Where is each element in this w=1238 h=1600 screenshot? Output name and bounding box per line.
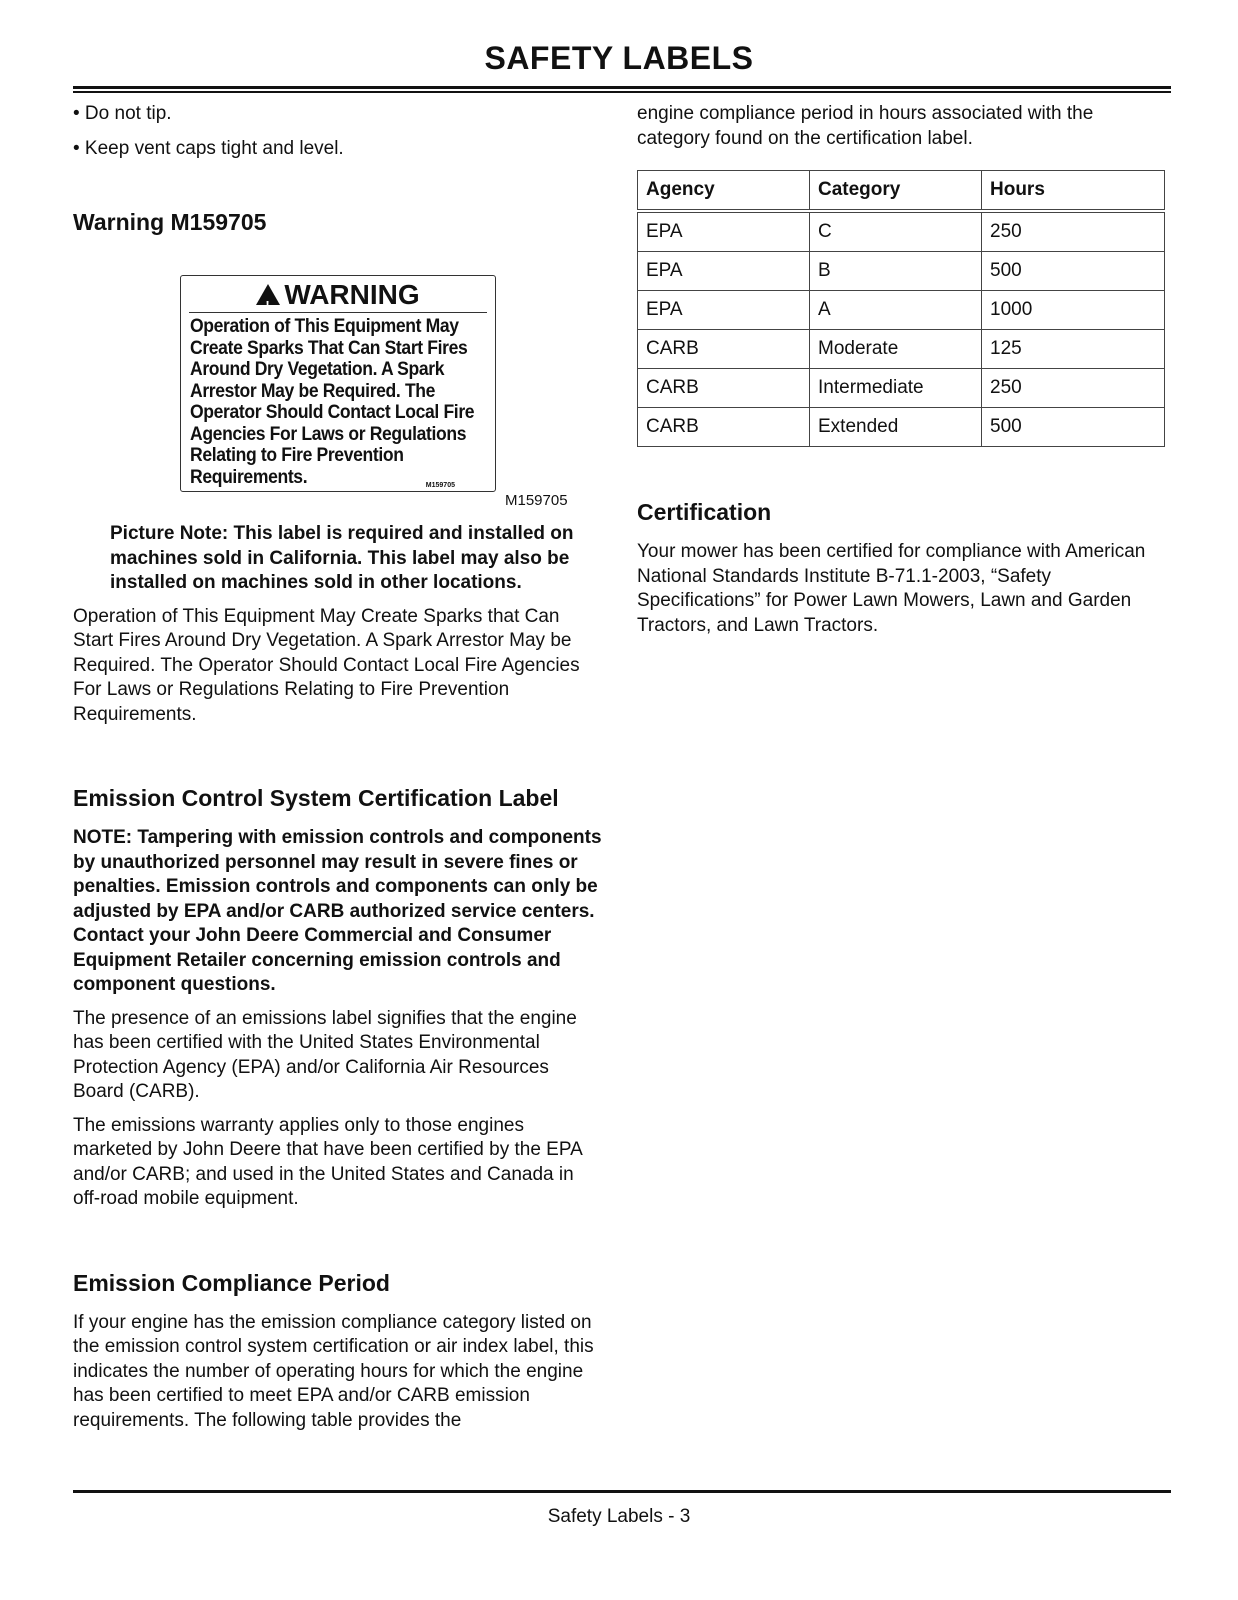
cell-hours: 500 — [982, 408, 1165, 447]
cell-agency: CARB — [638, 369, 810, 408]
warning-label-text — [181, 313, 494, 488]
label-line: Operation of This Equipment May — [190, 315, 459, 337]
cell-hours: 500 — [982, 252, 1165, 291]
warning-signal-word: WARNING — [284, 279, 420, 310]
header-rule-secondary — [73, 91, 1171, 93]
figure-caption: M159705 — [505, 492, 568, 509]
page-footer: Safety Labels - 3 — [547, 1506, 691, 1527]
cell-hours: 250 — [982, 369, 1165, 408]
cell-hours: 1000 — [982, 291, 1165, 330]
compliance-body: If your engine has the emission compliance category listed on the emission control system certification or air index label, this indicates the number of operating hours for which the engine has been certified to meet EPA and/or CARB emission requirements. The following table provides the — [73, 1311, 594, 1431]
emission-para-1: The presence of an emissions label signifies that the engine has been certified with the United States Environmental Protection Agency (EPA) and/or California Air Resources Board (CARB). — [73, 1007, 577, 1102]
cell-agency: EPA — [638, 291, 810, 330]
compliance-heading: Emission Compliance Period — [73, 1269, 390, 1296]
table-header-row — [638, 171, 1165, 212]
left-column — [73, 100, 603, 236]
emission-label-heading: Emission Control System Certification Label — [73, 785, 559, 811]
table-row — [638, 408, 1165, 447]
certification-body: Your mower has been certified for compliance with American National Standards Institute B-71.1-2003, “Safety Specifications” for Power Lawn Mowers, Lawn and Garden Tractors, and Lawn Tractors. — [637, 541, 1146, 636]
label-line: Agencies For Laws or Regulations — [190, 422, 467, 445]
cell-category: Moderate — [810, 330, 982, 369]
table-row — [638, 211, 1165, 252]
label-line: Operator Should Contact Local Fire — [190, 401, 475, 423]
cell-category: B — [810, 252, 982, 291]
bullet-item: • Do not tip. — [73, 103, 172, 124]
column-header-hours: Hours — [982, 171, 1165, 212]
emission-para-2: The emissions warranty applies only to those engines marketed by John Deere that have been certified by the EPA and/or CARB; and used in the United States and Canada in off-road mobile equipment. — [73, 1114, 582, 1209]
footer-rule — [73, 1490, 1171, 1493]
cell-category: C — [810, 211, 982, 252]
header-rule — [73, 86, 1171, 89]
cell-agency: CARB — [638, 408, 810, 447]
column-header-category: Category — [810, 171, 982, 212]
label-line: Arrestor May be Required. The — [190, 379, 436, 402]
cell-agency: EPA — [638, 252, 810, 291]
continuation-text: engine compliance period in hours associated with the category found on the certification label. — [637, 103, 1094, 149]
cell-hours: 125 — [982, 330, 1165, 369]
table-row — [638, 369, 1165, 408]
cell-hours: 250 — [982, 211, 1165, 252]
certification-heading: Certification — [637, 499, 772, 525]
page-title: SAFETY LABELS — [484, 40, 754, 76]
table-row — [638, 252, 1165, 291]
bullet-item: • Keep vent caps tight and level. — [73, 137, 344, 159]
warning-label-image — [180, 275, 496, 492]
emission-note: NOTE: Tampering with emission controls and components by unauthorized personnel may result in severe fines or penalties. Emission controls and components can only be adjusted by EPA and/or CARB authorized service centers. Contact your John Deere Commercial and Consumer Equipment Retailer concerning emission controls and component questions. — [73, 827, 602, 995]
warning-heading: Warning M159705 — [73, 209, 267, 235]
label-part-code: M159705 — [425, 482, 455, 489]
picture-note: Picture Note: This label is required and installed on machines sold in California. This label may also be installed on machines sold in other locations. — [110, 523, 574, 593]
cell-category: Extended — [810, 408, 982, 447]
label-line: Create Sparks That Can Start Fires — [190, 336, 468, 359]
table-row — [638, 330, 1165, 369]
label-line: Around Dry Vegetation. A Spark — [190, 358, 445, 380]
cell-category: A — [810, 291, 982, 330]
left-column-lower — [73, 522, 603, 1433]
cell-agency: EPA — [638, 211, 810, 252]
warning-label-header — [189, 276, 487, 313]
cell-agency: CARB — [638, 330, 810, 369]
right-column — [637, 100, 1171, 638]
label-line: Relating to Fire Prevention — [190, 444, 404, 466]
table-row — [638, 291, 1165, 330]
warning-triangle-icon: ! — [256, 284, 280, 305]
warning-body: Operation of This Equipment May Create Sparks that Can Start Fires Around Dry Vegetation. A Spark Arrestor May be Required. The Operator Should Contact Local Fire Agencies For Laws or Regulations Relating to Fire Prevention Requirements. — [73, 605, 580, 725]
label-line: Requirements. — [190, 465, 308, 488]
cell-category: Intermediate — [810, 369, 982, 408]
compliance-table — [637, 170, 1165, 447]
column-header-agency: Agency — [638, 171, 810, 212]
